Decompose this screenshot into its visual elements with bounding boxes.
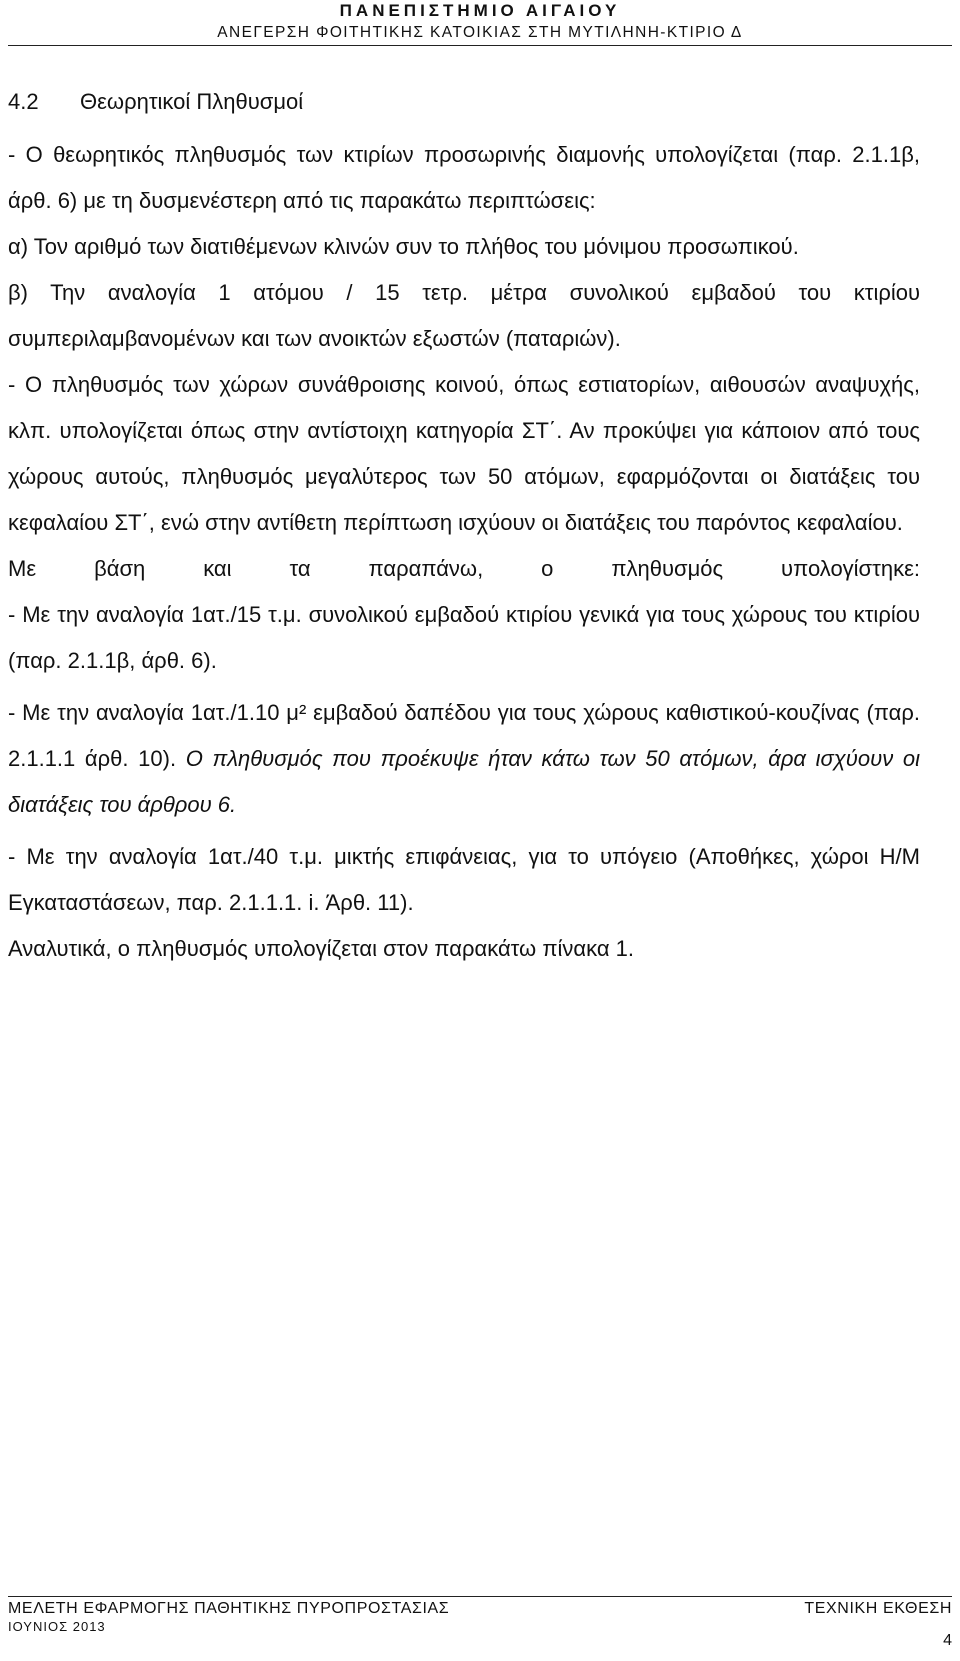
paragraph-table-reference: Αναλυτικά, ο πληθυσμός υπολογίζεται στον παρακάτω πίνακα 1. (8, 936, 635, 961)
project-title: ΑΝΕΓΕΡΣΗ ΦΟΙΤΗΤΙΚΗΣ ΚΑΤΟΙΚΙΑΣ ΣΤΗ ΜΥΤΙΛΗΝΗ-ΚΤΙΡΙΟ Δ (217, 24, 743, 41)
section-title: Θεωρητικοί Πληθυσμοί (80, 89, 304, 114)
paragraph-basement-ratio: - Με την αναλογία 1ατ./40 τ.μ. μικτής επιφάνειας, για το υπόγειο (Αποθήκες, χώροι Η/Μ Εγκαταστάσεων, παρ. 2.1.1.1. i. Άρθ. 11). (8, 844, 920, 915)
university-name: ΠΑΝΕΠΙΣΤΗΜΙΟ ΑΙΓΑΙΟΥ (339, 1, 621, 20)
study-title: ΜΕΛΕΤΗ ΕΦΑΡΜΟΓΗΣ ΠΑΘΗΤΙΚΗΣ ΠΥΡΟΠΡΟΣΤΑΣΙΑΣ (8, 1600, 450, 1617)
living-kitchen-ratio-text: - Με την αναλογία 1ατ./1.10 μ² εμβαδού δαπέδου για τους χώρους καθιστικού-κουζίνας (παρ. 2.1.1.1 άρθ. 10). (8, 700, 920, 771)
section-heading (8, 78, 920, 126)
paragraph-calculation-intro: Με βάση και τα παραπάνω, ο πληθυσμός υπολογίστηκε: (8, 556, 920, 581)
paragraph-case-b: β) Την αναλογία 1 ατόμου / 15 τετρ. μέτρα συνολικού εμβαδού του κτιρίου συμπεριλαμβανομένων και των ανοικτών εξωστών (παταριών). (8, 280, 920, 351)
section-number: 4.2 (8, 89, 39, 114)
footer-date: ΙΟΥΝΙΟΣ 2013 (8, 1619, 106, 1634)
living-kitchen-note: Ο πληθυσμός που προέκυψε ήταν κάτω των 50 ατόμων, άρα ισχύουν οι διατάξεις του άρθρου 6. (8, 746, 920, 817)
header-divider (8, 45, 952, 46)
page-footer (8, 1596, 952, 1635)
document-body (8, 78, 920, 972)
footer-divider (8, 1596, 952, 1597)
paragraph-general-ratio: - Με την αναλογία 1ατ./15 τ.μ. συνολικού εμβαδού κτιρίου γενικά για τους χώρους του κτιρίου (παρ. 2.1.1β, άρθ. 6). (8, 602, 920, 673)
page-number: 4 (943, 1632, 952, 1649)
report-type: ΤΕΧΝΙΚΗ ΕΚΘΕΣΗ (804, 1600, 952, 1617)
paragraph-temporary-stay-population: - Ο θεωρητικός πληθυσμός των κτιρίων προσωρινής διαμονής υπολογίζεται (παρ. 2.1.1β, άρθ. 6) με τη δυσμενέστερη από τις παρακάτω περιπτώσεις: (8, 142, 920, 213)
footer-row (8, 1599, 952, 1619)
paragraph-living-kitchen-ratio (8, 690, 920, 828)
page-header (8, 0, 952, 43)
paragraph-assembly-spaces: - Ο πληθυσμός των χώρων συνάθροισης κοινού, όπως εστιατορίων, αιθουσών αναψυχής, κλπ. υπολογίζεται όπως στην αντίστοιχη κατηγορία ΣΤ΄. Αν προκύψει για κάποιον από τους χώρους αυτούς, πληθυσμός μεγαλύτερος των 50 ατόμων, εφαρμόζονται οι διατάξεις του κεφαλαίου ΣΤ΄, ενώ στην αντίθετη περίπτωση ισχύουν οι διατάξεις του παρόντος κεφαλαίου. (8, 372, 920, 535)
paragraph-case-a: α) Τον αριθμό των διατιθέμενων κλινών συν το πλήθος του μόνιμου προσωπικού. (8, 234, 799, 259)
